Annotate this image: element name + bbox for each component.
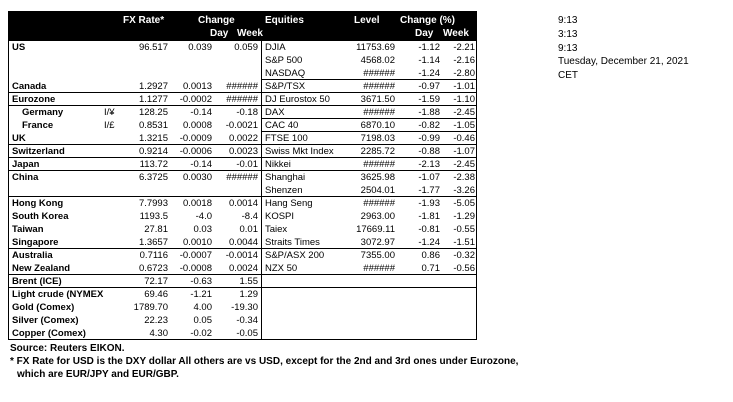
header-day: Day [210, 28, 229, 39]
cell-eqw: -0.55 [453, 224, 475, 235]
cell-fxd: -0.0006 [179, 146, 212, 157]
equity-row-separator [261, 131, 476, 132]
cell-fx: 0.9214 [138, 146, 168, 157]
header-eq-day: Day [415, 28, 434, 39]
cell-fxw: -0.0021 [225, 120, 258, 131]
cell-eqd: -1.07 [418, 172, 440, 183]
cell-fxd: -1.21 [190, 289, 212, 300]
cell-region: Light crude (NYMEX [12, 289, 104, 300]
time-3: 9:13 [558, 43, 578, 54]
cell-fx: 4.30 [149, 328, 168, 339]
cell-lvl: 3072.97 [360, 237, 395, 248]
cell-fxw: 0.0023 [228, 146, 258, 157]
cell-fx: 22.23 [144, 315, 168, 326]
cell-region: Germany [22, 107, 64, 118]
cell-fxd: 0.0030 [182, 172, 212, 183]
cell-eq: NASDAQ [265, 68, 306, 79]
cell-fx: 27.81 [144, 224, 168, 235]
cell-eq: Taiex [265, 224, 288, 235]
cell-eq: S&P 500 [265, 55, 303, 66]
cell-fxd: -0.0002 [179, 94, 212, 105]
header-change-pct: Change (%) [400, 15, 455, 26]
cell-eqd: -1.24 [418, 237, 440, 248]
cell-eqd: -1.93 [418, 198, 440, 209]
cell-eq: Nikkei [265, 159, 291, 170]
cell-region: Singapore [12, 237, 59, 248]
cell-fx: 96.517 [138, 42, 168, 53]
source-note: Source: Reuters EIKON. [10, 343, 125, 354]
cell-lvl: 7198.03 [360, 133, 395, 144]
cell-lvl: 7355.00 [360, 250, 395, 261]
cell-fx: 72.17 [144, 276, 168, 287]
cell-fxd: -0.14 [190, 107, 212, 118]
cell-eqw: -2.38 [453, 172, 475, 183]
table-row [9, 327, 476, 340]
cell-fx: 7.7993 [138, 198, 168, 209]
cell-eqd: 0.86 [421, 250, 440, 261]
cell-eqw: -1.51 [453, 237, 475, 248]
cell-fxw: 1.55 [239, 276, 258, 287]
cell-lvl: 6870.10 [360, 120, 395, 131]
cell-eqd: -1.12 [418, 42, 440, 53]
cell-eqw: -2.45 [453, 107, 475, 118]
cell-region: Japan [12, 159, 40, 170]
cell-fxw: 0.0024 [228, 263, 258, 274]
cell-fx: 113.72 [139, 159, 168, 170]
header-level: Level [354, 15, 380, 26]
cell-lvl: ###### [363, 81, 395, 92]
cell-lvl: ###### [363, 198, 395, 209]
row-separator [9, 170, 476, 171]
cell-lvl: 4568.02 [360, 55, 395, 66]
cell-region: South Korea [12, 211, 69, 222]
table-row [9, 171, 476, 184]
cell-lvl: ###### [363, 159, 395, 170]
column-divider [261, 41, 262, 339]
table-row [9, 249, 476, 262]
cell-fxd: -4.0 [195, 211, 212, 222]
table-row [9, 41, 476, 54]
cell-eqd: -0.99 [418, 133, 440, 144]
cell-eq: KOSPI [265, 211, 295, 222]
cell-eqw: -5.05 [453, 198, 475, 209]
cell-fx: 6.3725 [138, 172, 168, 183]
cell-fxw: 0.0022 [228, 133, 258, 144]
table-row [9, 223, 476, 236]
cell-fxw: 0.0044 [228, 237, 258, 248]
markets-table [8, 11, 477, 340]
cell-eqw: -2.80 [453, 68, 475, 79]
cell-fxd: 0.0008 [182, 120, 212, 131]
cell-eqw: -1.07 [453, 146, 475, 157]
row-separator [9, 105, 476, 106]
cell-fxw: ###### [226, 81, 258, 92]
cell-fx: 0.6723 [138, 263, 168, 274]
cell-lvl: 3671.50 [360, 94, 395, 105]
time-1: 9:13 [558, 15, 578, 26]
cell-eqd: -0.82 [418, 120, 440, 131]
cell-eqw: -1.29 [453, 211, 475, 222]
cell-eqd: -0.81 [418, 224, 440, 235]
cell-fxd: -0.02 [190, 328, 212, 339]
cell-eqw: -0.32 [453, 250, 475, 261]
cell-fxw: -0.0014 [225, 250, 258, 261]
date-label: Tuesday, December 21, 2021 [558, 56, 689, 67]
cell-fxw: -0.18 [236, 107, 258, 118]
cell-eqd: -0.97 [418, 81, 440, 92]
cell-fxd: 0.0010 [182, 237, 212, 248]
cell-eqd: -1.24 [418, 68, 440, 79]
cell-fxd: 0.0018 [182, 198, 212, 209]
cell-fxd: 0.03 [193, 224, 212, 235]
cell-region: Australia [12, 250, 53, 261]
header-fx-rate: FX Rate* [123, 15, 165, 26]
cell-eq: Straits Times [265, 237, 320, 248]
header-week: Week [237, 28, 263, 39]
cell-eqd: -1.14 [418, 55, 440, 66]
cell-fxw: ###### [226, 172, 258, 183]
cell-region: Brent (ICE) [12, 276, 62, 287]
cell-eq: DJ Eurostox 50 [265, 94, 330, 105]
cell-fxd: 0.0013 [182, 81, 212, 92]
row-separator [9, 92, 476, 93]
cell-fx: 1789.70 [133, 302, 168, 313]
table-row [9, 197, 476, 210]
cell-region: New Zealand [12, 263, 71, 274]
timezone-label: CET [558, 70, 578, 81]
cell-eqw: -1.10 [453, 94, 475, 105]
cell-eq: CAC 40 [265, 120, 299, 131]
cell-eq: S&P/ASX 200 [265, 250, 325, 261]
cell-eqw: -2.21 [453, 42, 475, 53]
cell-eqw: -3.26 [453, 185, 475, 196]
cell-lvl: ###### [363, 263, 395, 274]
cell-region: France [22, 120, 54, 131]
cell-fx: 128.25 [138, 107, 168, 118]
cell-eq: NZX 50 [265, 263, 298, 274]
cell-eqw: -2.16 [453, 55, 475, 66]
fx-footnote: * FX Rate for USD is the DXY dollar All others are vs USD, except for the 2nd and 3rd ones under Eurozone, [10, 356, 519, 367]
cell-eq: DAX [265, 107, 285, 118]
cell-lvl: 3625.98 [360, 172, 395, 183]
cell-fxd: 0.05 [193, 315, 212, 326]
cell-eqw: -0.56 [453, 263, 475, 274]
row-separator [9, 157, 476, 158]
cell-fx: 1.3657 [138, 237, 168, 248]
row-separator [9, 274, 476, 275]
cell-fx: 1.3215 [138, 133, 168, 144]
cell-eqd: -0.88 [418, 146, 440, 157]
cell-fxw: -8.4 [241, 211, 258, 222]
cell-eqd: -1.77 [418, 185, 440, 196]
cell-region: Taiwan [12, 224, 44, 235]
cell-fxw: -0.34 [236, 315, 258, 326]
cell-eq: S&P/TSX [265, 81, 306, 92]
cell-fxw: -0.01 [236, 159, 258, 170]
cell-region: China [12, 172, 39, 183]
cell-fxd: -0.14 [190, 159, 212, 170]
cell-fxw: 1.29 [239, 289, 258, 300]
cell-fx: 1.2927 [138, 81, 168, 92]
cell-eq: Shanghai [265, 172, 306, 183]
equity-row-separator [261, 118, 476, 119]
cell-eqw: -1.05 [453, 120, 475, 131]
cell-sub: I/£ [104, 120, 115, 131]
cell-sub: I/¥ [104, 107, 115, 118]
cell-lvl: 11753.69 [356, 42, 395, 53]
cell-fxw: -19.30 [231, 302, 258, 313]
cell-region: Copper (Comex) [12, 328, 86, 339]
cell-region: Gold (Comex) [12, 302, 75, 313]
cell-region: UK [12, 133, 26, 144]
cell-fx: 1.1277 [138, 94, 168, 105]
cell-fx: 1193.5 [139, 211, 168, 222]
row-separator [9, 287, 476, 288]
cell-lvl: 2963.00 [360, 211, 395, 222]
header-change: Change [198, 15, 235, 26]
cell-lvl: 17669.11 [356, 224, 395, 235]
cell-region: Switzerland [12, 146, 65, 157]
cell-fxd: -0.0008 [179, 263, 212, 274]
cell-region: Canada [12, 81, 47, 92]
cell-fx: 69.46 [144, 289, 168, 300]
cell-eqw: -1.01 [453, 81, 475, 92]
cell-eq: Swiss Mkt Index [265, 146, 334, 157]
fx-footnote-2: which are EUR/JPY and EUR/GBP. [17, 369, 179, 380]
cell-fxw: -0.05 [236, 328, 258, 339]
cell-eqd: 0.71 [421, 263, 440, 274]
table-row [9, 288, 476, 301]
equity-row-separator [261, 79, 476, 80]
cell-eqd: -1.59 [418, 94, 440, 105]
row-separator [9, 144, 476, 145]
cell-eq: FTSE 100 [265, 133, 308, 144]
cell-lvl: 2285.72 [360, 146, 395, 157]
time-2: 3:13 [558, 29, 578, 40]
cell-eqw: -2.45 [453, 159, 475, 170]
cell-fx: 0.8531 [138, 120, 168, 131]
cell-fxw: 0.0014 [228, 198, 258, 209]
cell-fxd: -0.0009 [179, 133, 212, 144]
cell-region: Hong Kong [12, 198, 64, 209]
table-row [9, 210, 476, 223]
table-header [9, 12, 476, 41]
cell-lvl: 2504.01 [360, 185, 395, 196]
cell-eqw: -0.46 [453, 133, 475, 144]
cell-fxw: 0.059 [234, 42, 258, 53]
cell-region: US [12, 42, 26, 53]
row-separator [9, 196, 476, 197]
table-row [9, 54, 476, 67]
cell-fxw: ###### [226, 94, 258, 105]
table-row [9, 314, 476, 327]
header-eq-week: Week [443, 28, 469, 39]
cell-fxd: -0.63 [190, 276, 212, 287]
cell-eqd: -1.81 [418, 211, 440, 222]
header-equities: Equities [265, 15, 304, 26]
cell-fxw: 0.01 [239, 224, 258, 235]
cell-fxd: 4.00 [193, 302, 212, 313]
table-row [9, 301, 476, 314]
cell-eq: DJIA [265, 42, 286, 53]
cell-eq: Shenzen [265, 185, 303, 196]
cell-lvl: ###### [363, 107, 395, 118]
cell-region: Eurozone [12, 94, 56, 105]
row-separator [9, 248, 476, 249]
cell-fxd: -0.0007 [179, 250, 212, 261]
cell-eqd: -1.88 [418, 107, 440, 118]
cell-fxd: 0.039 [188, 42, 212, 53]
cell-eq: Hang Seng [265, 198, 313, 209]
cell-lvl: ###### [363, 68, 395, 79]
cell-eqd: -2.13 [418, 159, 440, 170]
cell-fx: 0.7116 [139, 250, 168, 261]
cell-region: Silver (Comex) [12, 315, 79, 326]
